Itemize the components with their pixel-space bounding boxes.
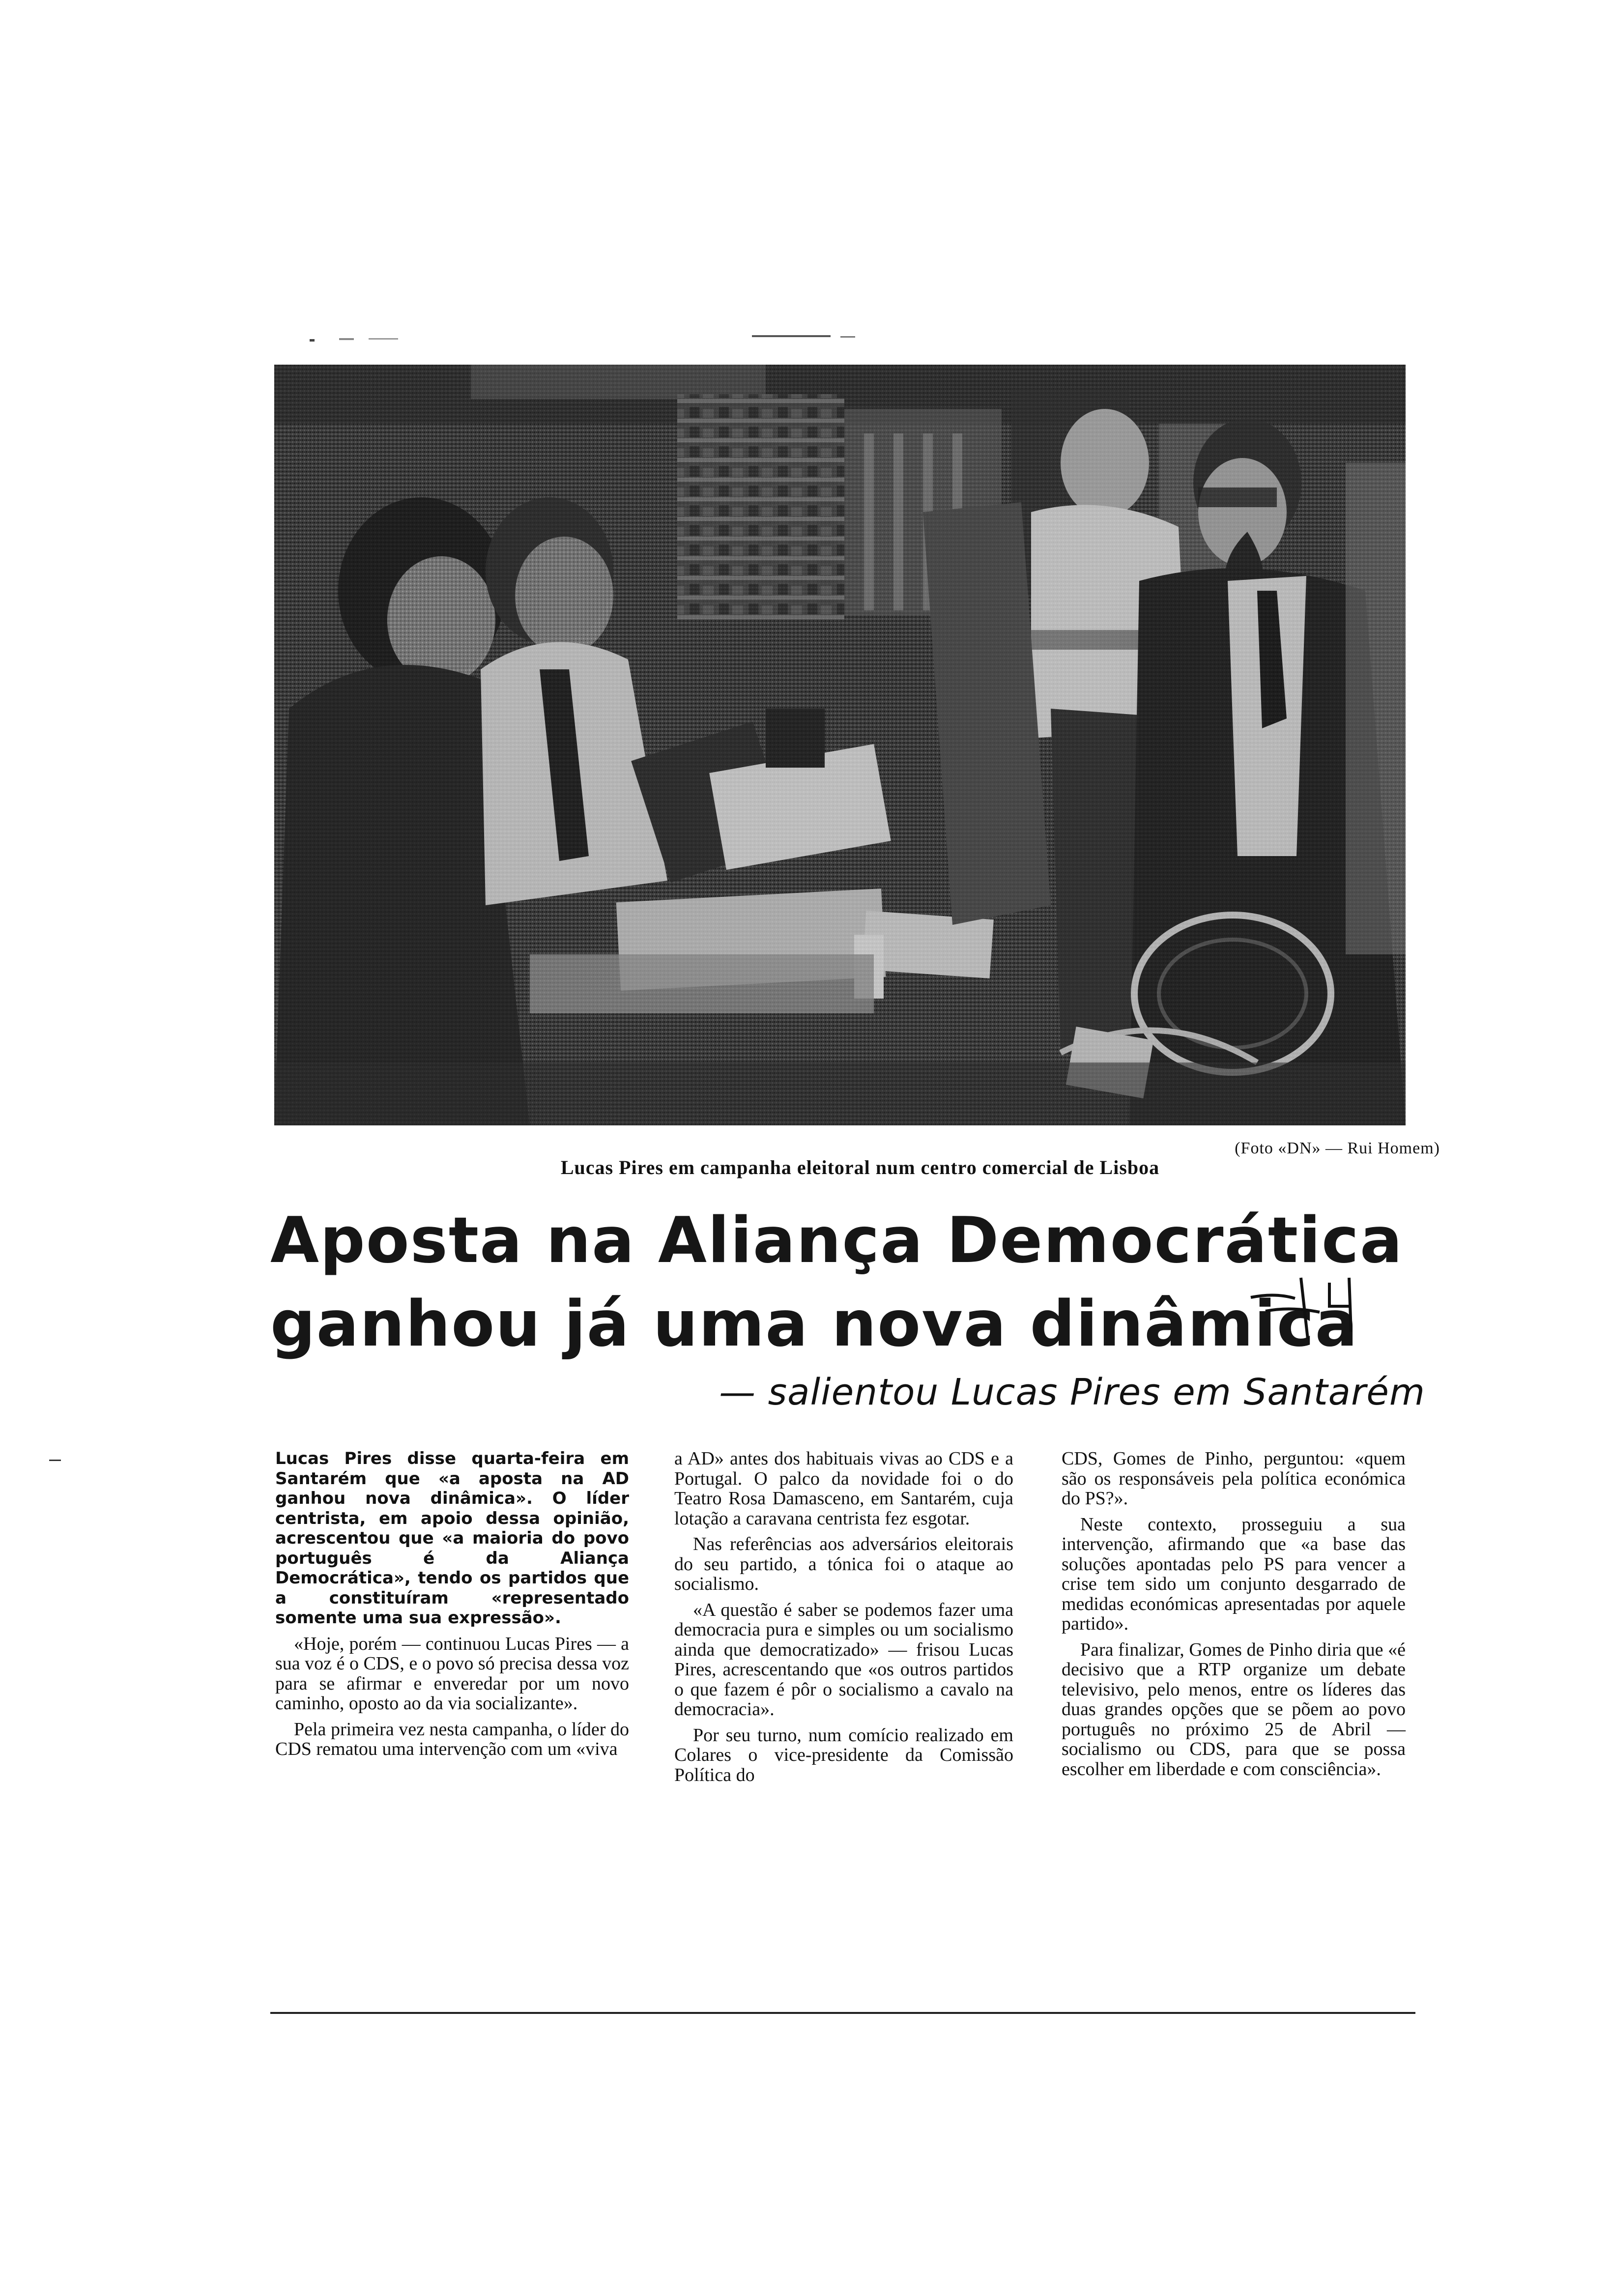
paragraph: CDS, Gomes de Pinho, perguntou: «quem são os responsáveis pela política económica do PS?». — [1062, 1448, 1406, 1509]
photo-caption: Lucas Pires em campanha eleitoral num centro comercial de Lisboa — [560, 1156, 1160, 1178]
article-column-2 — [674, 1449, 1013, 1791]
bottom-rule — [270, 2012, 1415, 2014]
paragraph: «A questão é saber se podemos fazer uma democracia pura e simples ou um socialismo ainda que democratizado» — frisou Lucas Pires, acrescentando que «os outros partidos o que fazem é pôr o socialismo a cavalo na democracia». — [674, 1599, 1013, 1720]
headline — [270, 1199, 1404, 1366]
photo-credit: (Foto «DN» — Rui Homem) — [1235, 1139, 1440, 1157]
article-column-1 — [275, 1449, 629, 1765]
paragraph: Nas referências aos adversários eleitorais do seu partido, a tónica foi o ataque ao socialismo. — [674, 1534, 1013, 1594]
margin-mark — [49, 1460, 61, 1461]
subheadline: — salientou Lucas Pires em Santarém — [719, 1371, 1425, 1413]
handwritten-annotation — [1246, 1268, 1359, 1342]
news-photo — [274, 365, 1406, 1125]
article-column-3 — [1062, 1449, 1406, 1785]
scan-specks — [310, 330, 880, 345]
paragraph: Neste contexto, prosseguiu a sua intervenção, afirmando que «a base das soluções apontadas pelo PS para vencer a crise tem sido um conjunto desgarrado de medidas económicas apresentadas por aquele partido». — [1062, 1514, 1406, 1634]
headline-line-1: Aposta na Aliança Democrática — [270, 1204, 1404, 1277]
paragraph: Pela primeira vez nesta campanha, o líder do CDS rematou uma intervenção com um «viva — [275, 1719, 629, 1759]
lead-paragraph: Lucas Pires disse quarta-feira em Santarém que «a aposta na AD ganhou nova dinâmica». O líder centrista, em apoio dessa opinião, acrescentou que «a maioria do povo português é da Aliança Democrática», tendo os partidos que a constituíram «representado somente uma sua expressão». — [275, 1449, 629, 1628]
paragraph: «Hoje, porém — continuou Lucas Pires — a sua voz é o CDS, e o povo só precisa dessa voz para se afirmar e enveredar por um novo caminho, oposto ao da via socializante». — [275, 1633, 629, 1714]
headline-line-2: ganhou já uma nova dinâmica — [270, 1288, 1359, 1361]
paragraph: Por seu turno, num comício realizado em Colares o vice-presidente da Comissão Política do — [674, 1724, 1013, 1785]
paragraph: Para finalizar, Gomes de Pinho diria que «é decisivo que a RTP organize um debate televisivo, pelo menos, entre os líderes das duas grandes opções que se põem ao povo português no próximo 25 de Abril — socialismo ou CDS, para que se possa escolher em liberdade e com consciência». — [1062, 1639, 1406, 1779]
paragraph: a AD» antes dos habituais vivas ao CDS e a Portugal. O palco da novidade foi o do Teatro Rosa Damasceno, em Santarém, cuja lotação a caravana centrista fez esgotar. — [674, 1448, 1013, 1529]
